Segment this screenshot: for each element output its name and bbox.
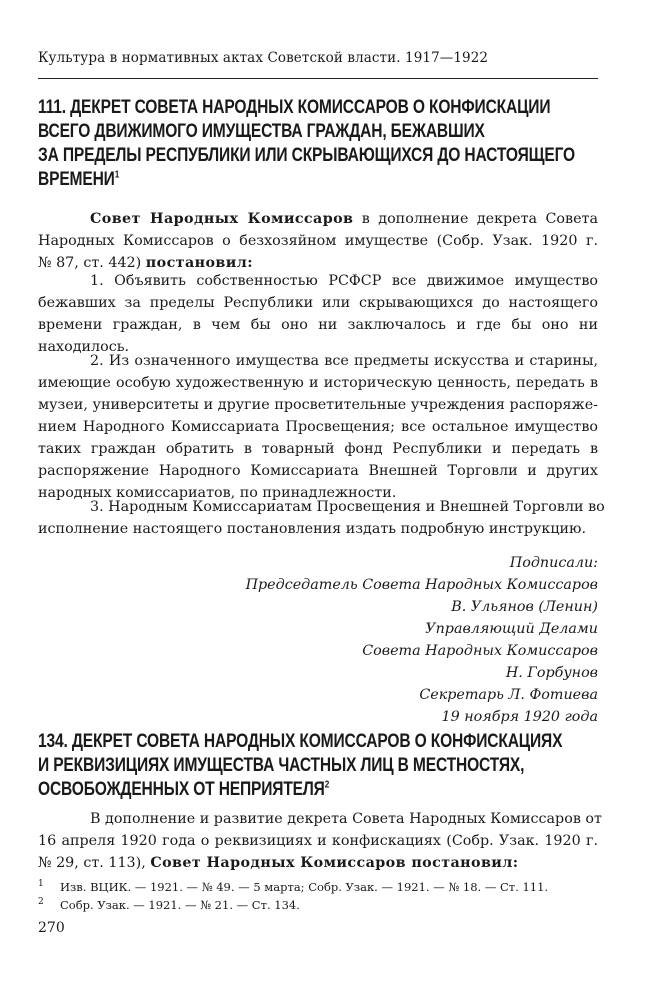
text-line: распоряжение Народного Комиссариата Внешней Торговли и других xyxy=(38,463,598,479)
decree-134-preamble xyxy=(38,808,602,874)
signature-line: В. Ульянов (Ленин) xyxy=(451,599,598,615)
resolved-word: постановил: xyxy=(145,255,253,271)
text-span: в дополнение декрета Совета xyxy=(353,211,598,227)
title-line: ВСЕГО ДВИЖИМОГО ИМУЩЕСТВА ГРАЖДАН, БЕЖАВШИХ xyxy=(38,121,485,142)
footnote-text: Собр. Узак. — 1921. — № 21. — Ст. 134. xyxy=(60,898,300,912)
footnote-item xyxy=(38,878,598,896)
signature-line: Председатель Совета Народных Комиссаров xyxy=(245,577,598,593)
decree-111-signatures xyxy=(38,552,598,728)
issuer-resolved: Совет Народных Комиссаров постановил: xyxy=(150,855,519,871)
decree-111-clause-3 xyxy=(38,496,605,540)
text-line: времени граждан, в чем бы оно ни заключалось и где бы оно ни xyxy=(38,317,598,333)
title-line-text: ВРЕМЕНИ xyxy=(38,169,115,190)
signature-line: Подписали: xyxy=(509,555,598,571)
title-line: 134. ДЕКРЕТ СОВЕТА НАРОДНЫХ КОМИССАРОВ О КОНФИСКАЦИЯХ xyxy=(38,731,563,752)
text-line: 3. Народным Комиссариатам Просвещения и Внешней Торговли во xyxy=(90,499,605,515)
decree-111-clause-1 xyxy=(38,270,598,358)
text-line: 2. Из означенного имущества все предметы искусства и старины, xyxy=(90,353,598,369)
title-line: ЗА ПРЕДЕЛЫ РЕСПУБЛИКИ ИЛИ СКРЫВАЮЩИХСЯ ДО НАСТОЯЩЕГО xyxy=(38,145,575,166)
text-line: народных комиссариатов, по принадлежности. xyxy=(38,485,397,501)
signature-date: 19 ноября 1920 года xyxy=(441,709,598,725)
text-line: Народных Комиссаров о безхозяйном имуществе (Собр. Узак. 1920 г. xyxy=(38,233,598,249)
text-line: 16 апреля 1920 года о реквизициях и конфискациях (Собр. Узак. 1920 г. xyxy=(38,833,598,849)
signature-line: Совета Народных Комиссаров xyxy=(362,643,598,659)
footnote-number: 2 xyxy=(38,897,44,907)
text-line: нием Народного Комиссариата Просвещения; все остальное имущество xyxy=(38,419,598,435)
footnote-number: 1 xyxy=(38,879,44,889)
footnote-text: Изв. ВЦИК. — 1921. — № 49. — 5 марта; Собр. Узак. — 1921. — № 18. — Ст. 111. xyxy=(60,880,549,894)
decree-111-title xyxy=(38,96,575,192)
decree-134-title xyxy=(38,730,563,802)
title-line xyxy=(38,168,497,192)
text-span: № 87, ст. 442) xyxy=(38,255,146,271)
text-line: 1. Объявить собственностью РСФСР все движимое имущество xyxy=(90,273,598,289)
footnote-item xyxy=(38,896,598,914)
header-rule xyxy=(38,78,598,79)
page-number: 270 xyxy=(38,920,65,936)
footnote-mark: 1 xyxy=(114,169,120,181)
text-line xyxy=(38,208,598,230)
text-line: бежавших за пределы Республики или скрывающихся до настоящего xyxy=(38,295,598,311)
title-line: И РЕКВИЗИЦИЯХ ИМУЩЕСТВА ЧАСТНЫХ ЛИЦ В МЕСТНОСТЯХ, xyxy=(38,755,525,776)
title-line-text: ОСВОБОЖДЕННЫХ ОТ НЕПРИЯТЕЛЯ xyxy=(38,779,325,800)
decree-111-preamble xyxy=(38,208,598,274)
footnotes xyxy=(38,878,598,914)
text-line: исполнение настоящего постановления издать подробную инструкцию. xyxy=(38,521,587,537)
text-line: таких граждан обратить в товарный фонд Республики и передать в xyxy=(38,441,598,457)
signature-line: Управляющий Делами xyxy=(425,621,598,637)
text-span: № 29, ст. 113), xyxy=(38,855,151,871)
issuer-name: Совет Народных Комиссаров xyxy=(90,211,354,227)
text-line: В дополнение и развитие декрета Совета Народных Комиссаров от xyxy=(90,811,602,827)
title-line xyxy=(38,778,497,802)
text-line: находилось. xyxy=(38,339,130,355)
signature-line: Секретарь Л. Фотиева xyxy=(419,687,598,703)
text-line: имеющие особую художественную и историческую ценность, передать в xyxy=(38,375,598,391)
text-line xyxy=(38,852,598,874)
decree-111-clause-2 xyxy=(38,350,598,504)
signature-line: Н. Горбунов xyxy=(505,665,598,681)
footnote-mark: 2 xyxy=(324,779,330,791)
text-line: музеи, университеты и другие просветительные учреждения распоряже- xyxy=(38,397,598,413)
title-line: 111. ДЕКРЕТ СОВЕТА НАРОДНЫХ КОМИССАРОВ О КОНФИСКАЦИИ xyxy=(38,97,551,118)
running-head: Культура в нормативных актах Советской власти. 1917—1922 xyxy=(38,50,489,66)
